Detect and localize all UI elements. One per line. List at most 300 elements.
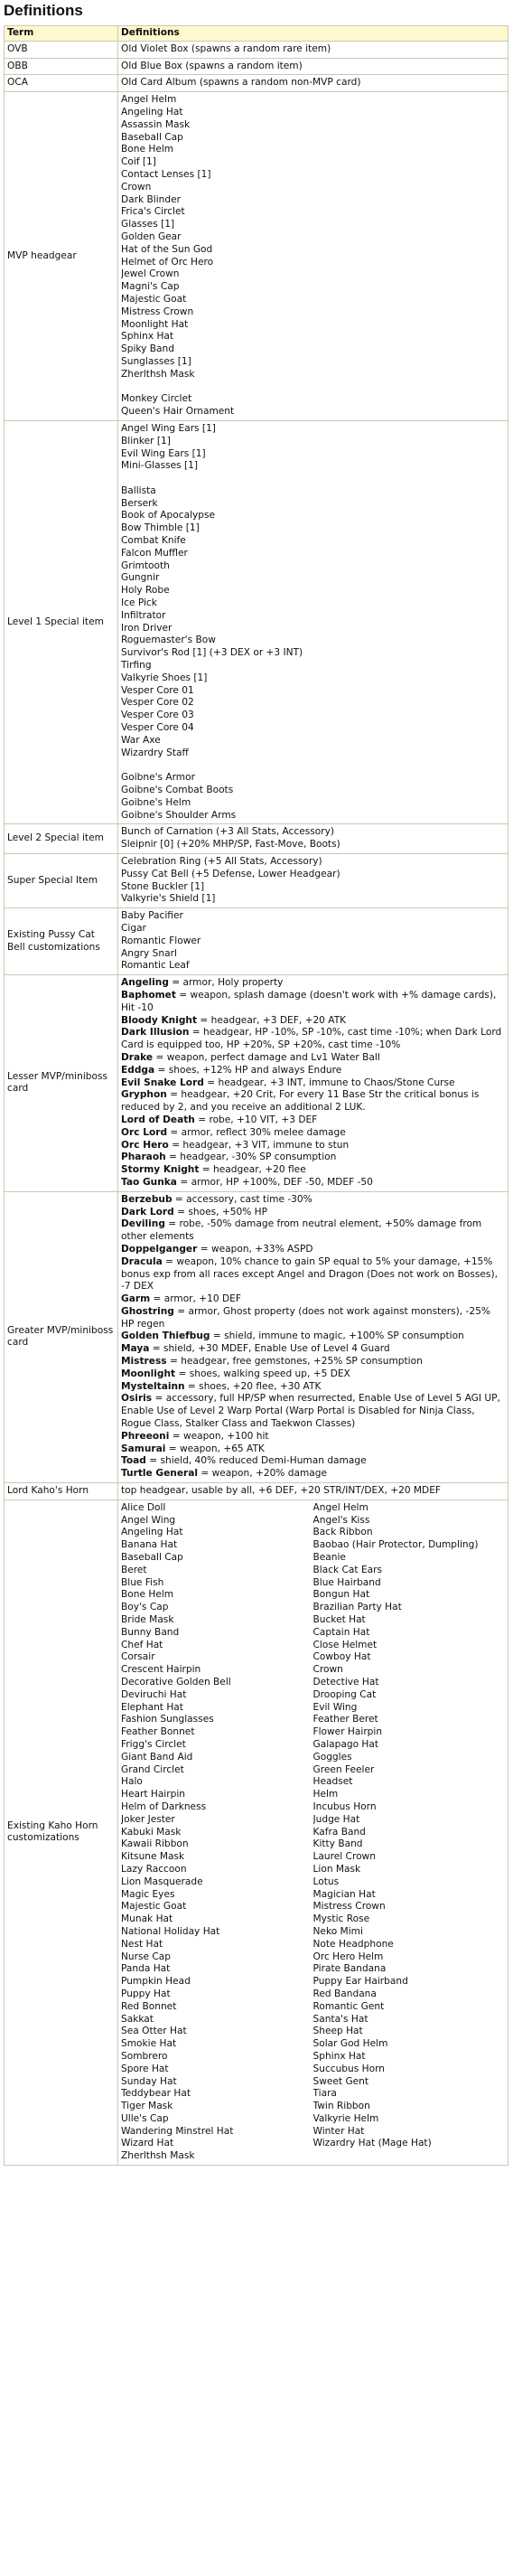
list-item: Nest Hat [121,1938,163,1950]
card-entry [121,1443,505,1456]
definition-cell [118,1191,508,1482]
list-item: Lotus [312,1876,340,1887]
card-entry [121,1027,505,1052]
card-entry [121,1293,505,1306]
term-cell: MVP headgear [5,92,118,421]
list-item: Lion Masquerade [121,1876,203,1887]
list-item: Crown [312,1664,343,1676]
list-item: Romantic Gent [312,2000,385,2012]
list-item: Panda Hat [121,1963,171,1975]
list-item: Roguemaster's Bow [121,635,216,646]
list-item: Succubus Horn [312,2063,385,2074]
card-entry [121,990,505,1015]
list-item: Munak Hat [121,1913,173,1925]
card-name: Turtle General [121,1468,199,1480]
list-item: Baseball Cap [121,1552,183,1564]
card-entry [121,1381,505,1394]
list-item: Sphinx Hat [121,331,174,343]
table-row [5,1483,508,1500]
card-name: Orc Hero [121,1139,169,1151]
list-column-right [313,1502,506,2163]
term-cell: Level 2 Special item [5,824,118,854]
list-item: Stone Buckler [1] [121,880,205,892]
list-item: Mystic Rose [312,1913,370,1925]
list-item: Cigar [121,922,146,934]
definition-cell [118,824,508,854]
list-item: War Axe [121,734,161,746]
table-row [5,824,508,854]
card-entry [121,1343,505,1356]
card-effect: = weapon, splash damage (doesn't work with +% damage cards), Hit -10 [121,989,497,1013]
list-item: Banana Hat [121,1539,178,1551]
card-name: Samurai [121,1443,166,1454]
term-cell: Level 1 Special item [5,420,118,824]
card-effect: = shield, +30 MDEF, Enable Use of Level 4 Guard [149,1343,390,1355]
list-item: Mistress Crown [121,306,194,317]
list-item: Orc Hero Helm [312,1951,384,1962]
two-column-list [121,1502,505,2163]
list-item: Vesper Core 01 [121,684,194,696]
list-column-left [121,1502,313,2163]
list-item: Smokie Hat [121,2038,177,2050]
card-name: Drake [121,1051,154,1063]
list-item: Back Ribbon [312,1527,373,1538]
term-cell: OCA [5,75,118,92]
card-entry [121,1127,505,1140]
card-name: Dark Lord [121,1206,174,1217]
card-name: Phreeoni [121,1430,170,1442]
list-item: Sheep Hat [312,2026,363,2037]
table-row [5,420,508,824]
list-item: Bongun Hat [312,1589,370,1601]
card-effect: = shoes, +12% HP and always Endure [154,1064,342,1076]
card-effect: = armor, Ghost property (does not work against monsters), -25% HP regen [121,1305,490,1330]
list-item: Brazilian Party Hat [312,1602,402,1613]
card-entry [121,1256,505,1293]
card-name: Dark Illusion [121,1027,190,1039]
list-item: Black Cat Ears [312,1564,382,1575]
list-item: Zherlthsh Mask [121,2150,195,2162]
list-item: Baseball Cap [121,131,183,143]
page-title: Definitions [4,2,83,19]
list-item: Incubus Horn [312,1800,377,1812]
card-effect: = robe, +10 VIT, +3 DEF [194,1114,318,1125]
list-item: Twin Ribbon [312,2101,370,2112]
list-item: Blue Hairband [312,1576,381,1588]
card-entry [121,1114,505,1127]
card-entry [121,1244,505,1256]
list-item: Angry Snarl [121,947,177,959]
list-item: Glasses [1] [121,219,175,230]
list-item: Goibne's Armor [121,772,195,784]
list-item: Sleipnir [0] (+20% MHP/SP, Fast-Move, Boots) [121,839,340,851]
header-row [5,26,508,42]
list-item: Detective Hat [312,1677,379,1688]
list-item: Magni's Cap [121,281,180,293]
list-item: Flower Hairpin [312,1726,383,1738]
list-item: Angel Wing [121,1514,176,1526]
list-item: Sombrero [121,2050,168,2062]
list-item: Beret [121,1564,147,1575]
card-entry [121,1177,505,1189]
card-name: Doppelganger [121,1243,198,1255]
list-item: Giant Band Aid [121,1751,193,1763]
card-entry [121,1052,505,1065]
card-effect: = armor, +10 DEF [150,1293,241,1305]
table-row [5,854,508,908]
list-item: Heart Hairpin [121,1789,185,1800]
card-name: Moonlight [121,1368,176,1379]
list-item: Celebration Ring (+5 All Stats, Accessory) [121,856,322,867]
card-name: Toad [121,1455,146,1467]
list-item: Ballista [121,484,156,496]
list-item: Blinker [1] [121,435,171,447]
list-item: Angel Helm [121,94,177,106]
card-entry [121,1152,505,1164]
card-name: Garm [121,1293,151,1305]
list-item: Frigg's Circlet [121,1738,186,1750]
list-item: Bunny Band [121,1626,180,1638]
card-effect: = armor, HP +100%, DEF -50, MDEF -50 [176,1176,373,1188]
definition-cell [118,854,508,908]
list-item: Neko Mimi [312,1925,363,1937]
list-item: Gungnir [121,572,160,584]
list-item: Bride Mask [121,1614,174,1626]
card-effect: = weapon, +20% damage [198,1468,328,1480]
card-name: Osiris [121,1393,153,1405]
list-item: Contact Lenses [1] [121,168,211,180]
definitions-table [4,25,508,2166]
definition-cell: Old Blue Box (spawns a random item) [118,58,508,75]
table-row [5,58,508,75]
list-item: Note Headphone [312,1938,394,1950]
list-item: Hat of the Sun God [121,243,213,255]
definition-cell: Old Card Album (spawns a random non-MVP card) [118,75,508,92]
card-entry [121,1455,505,1468]
card-entry [121,1065,505,1077]
list-item: Baby Pacifier [121,910,183,922]
card-name: Evil Snake Lord [121,1076,204,1088]
list-item: Goibne's Combat Boots [121,785,234,796]
list-item: Angel Helm [312,1501,368,1513]
list-spacer [121,381,505,394]
card-entry [121,1164,505,1177]
list-item: Kitty Band [312,1838,363,1850]
list-item: Majestic Goat [121,293,187,305]
card-effect: = shoes, walking speed up, +5 DEX [175,1368,350,1379]
term-cell: Existing Kaho Horn customizations [5,1500,118,2165]
list-item: Wandering Minstrel Hat [121,2125,234,2137]
list-item: Deviruchi Hat [121,1688,187,1700]
list-item: Angel's Kiss [312,1514,370,1526]
list-item: Mini-Glasses [1] [121,460,199,472]
card-effect: = armor, reflect 30% melee damage [167,1126,346,1138]
list-item: Kabuki Mask [121,1826,182,1838]
list-item: Angeling Hat [121,1527,183,1538]
list-item: Galapago Hat [312,1738,379,1750]
card-name: Berzebub [121,1193,173,1205]
term-cell: Super Special Item [5,854,118,908]
list-item: Queen's Hair Ornament [121,406,235,418]
list-item: Winter Hat [312,2125,365,2137]
list-item: Lazy Raccoon [121,1863,187,1875]
list-item: Laurel Crown [312,1851,376,1863]
list-item: Kawaii Ribbon [121,1838,189,1850]
table-row [5,908,508,975]
term-cell: Lesser MVP/miniboss card [5,975,118,1192]
card-entry [121,1368,505,1381]
list-item: National Holiday Hat [121,1925,220,1937]
definitions-header: Definitions [118,26,508,42]
card-effect: = headgear, +3 INT, immune to Chaos/Stone Curse [203,1076,455,1088]
list-item: Vesper Core 02 [121,697,194,709]
list-item: Judge Hat [312,1813,360,1825]
definition-cell: top headgear, usable by all, +6 DEF, +20 STR/INT/DEX, +20 MDEF [118,1483,508,1500]
list-item: Chef Hat [121,1639,163,1650]
list-item: Coif [1] [121,156,156,168]
list-item: Sakkat [121,2013,154,2025]
card-entry [121,977,505,990]
card-entry [121,1306,505,1331]
list-item: Puppy Hat [121,1988,171,1999]
list-item: Romantic Flower [121,935,201,946]
list-item: Evil Wing Ears [1] [121,447,206,459]
list-item: Jewel Crown [121,268,180,280]
list-item: Bow Thimble [1] [121,522,200,534]
list-item: Magician Hat [312,1888,376,1900]
list-item: Pussy Cat Bell (+5 Defense, Lower Headgear) [121,868,340,879]
card-name: Mistress [121,1356,167,1368]
list-item: Holy Robe [121,585,170,597]
list-item: Tirfing [121,660,152,672]
card-effect: = shield, 40% reduced Demi-Human damage [145,1455,367,1467]
list-item: Feather Bonnet [121,1726,195,1738]
list-item: Teddybear Hat [121,2088,191,2100]
card-entry [121,1330,505,1343]
list-item: Assassin Mask [121,118,191,130]
list-spacer [121,473,505,485]
list-item: Grimtooth [121,559,170,571]
card-name: Pharaoh [121,1152,166,1163]
card-effect: = weapon, 10% chance to gain SP equal to 5% your damage, +15% bonus exp from all races except Angel and Dragon (Does not work on Bosses), -7 DEX [121,1255,498,1293]
list-item: Sphinx Hat [312,2050,366,2062]
list-item: Corsair [121,1651,155,1663]
list-item: Iron Driver [121,622,173,634]
card-name: Orc Lord [121,1126,168,1138]
list-item: Frica's Circlet [121,206,185,218]
list-item: Book of Apocalypse [121,510,216,522]
list-item: Nurse Cap [121,1951,172,1962]
list-item: Spiky Band [121,343,174,355]
list-item: Red Bonnet [121,2000,177,2012]
card-entry [121,1015,505,1028]
list-item: Valkyrie Helm [312,2112,379,2124]
card-effect: = shoes, +50% HP [173,1206,267,1217]
list-item: Valkyrie's Shield [1] [121,893,216,905]
list-item: Joker Jester [121,1813,175,1825]
list-item: Majestic Goat [121,1901,187,1913]
list-item: Close Helmet [312,1639,378,1650]
list-item: Goibne's Helm [121,796,191,808]
list-item: Bone Helm [121,144,174,155]
card-effect: = weapon, perfect damage and Lv1 Water Ball [153,1051,380,1063]
list-item: Ulle's Cap [121,2112,169,2124]
list-item: Beanie [312,1552,346,1564]
list-item: Bone Helm [121,1589,174,1601]
card-entry [121,1194,505,1207]
definition-cell [118,908,508,975]
card-effect: = weapon, +100 hit [169,1430,269,1442]
card-entry [121,1089,505,1114]
list-item: Wizardry Hat (Mage Hat) [312,2138,432,2149]
card-name: Golden Thiefbug [121,1330,210,1342]
card-effect: = headgear, +20 flee [199,1164,306,1176]
card-name: Stormy Knight [121,1164,200,1176]
list-item: Pumpkin Head [121,1976,191,1988]
list-item: Elephant Hat [121,1701,183,1713]
list-item: Goggles [312,1751,352,1763]
card-effect: = weapon, +33% ASPD [197,1243,313,1255]
table-row [5,92,508,421]
list-item: Helm of Darkness [121,1800,207,1812]
list-item: Golden Gear [121,230,182,242]
term-cell: OBB [5,58,118,75]
term-cell: Greater MVP/miniboss card [5,1191,118,1482]
card-effect: = armor, Holy property [168,977,284,989]
list-item: Combat Knife [121,535,186,547]
card-effect: = robe, -50% damage from neutral element, +50% damage from other elements [121,1218,482,1243]
term-cell: Lord Kaho's Horn [5,1483,118,1500]
card-name: Baphomet [121,989,176,1001]
list-item: Wizard Hat [121,2138,174,2149]
list-item: Sea Otter Hat [121,2026,187,2037]
table-body [5,41,508,2165]
list-item: Headset [312,1776,353,1788]
card-effect: = weapon, +65 ATK [165,1443,265,1454]
table-row [5,41,508,58]
list-item: Baobao (Hair Protector, Dumpling) [312,1539,479,1551]
list-item: Sunday Hat [121,2075,177,2087]
card-name: Mysteltainn [121,1380,185,1392]
definition-cell [118,420,508,824]
list-item: Crescent Hairpin [121,1664,201,1676]
list-item: Green Feeler [312,1763,375,1775]
list-item: Angeling Hat [121,106,183,118]
definition-cell [118,1500,508,2165]
list-item: Puppy Ear Hairband [312,1976,408,1988]
list-item: Tiger Mask [121,2101,173,2112]
list-item: Helmet of Orc Hero [121,256,214,268]
list-item: Valkyrie Shoes [1] [121,672,208,683]
list-item: Tiara [312,2088,337,2100]
card-entry [121,1431,505,1443]
list-item: Sweet Gent [312,2075,369,2087]
list-item: Moonlight Hat [121,318,189,330]
card-name: Tao Gunka [121,1176,177,1188]
list-item: Helm [312,1789,339,1800]
list-item: Wizardry Staff [121,747,189,758]
card-name: Lord of Death [121,1114,195,1125]
card-effect: = shield, immune to magic, +100% SP consumption [210,1330,464,1342]
card-effect: = accessory, cast time -30% [172,1193,312,1205]
list-item: Crown [121,181,152,193]
list-item: Zherlthsh Mask [121,368,195,380]
card-entry [121,1356,505,1368]
definition-cell: Old Violet Box (spawns a random rare item) [118,41,508,58]
table-row [5,75,508,92]
list-item: Drooping Cat [312,1688,377,1700]
card-effect: = accessory, full HP/SP when resurrected, Enable Use of Level 5 AGI UP, Enable Use of Level 2 Warp Portal (Warp Portal is Disabled for Ninja Class, Rogue Class, Stalker Class and Taekwon Classes) [121,1393,500,1430]
list-item: Feather Beret [312,1714,378,1725]
list-item: Mistress Crown [312,1901,386,1913]
list-item: Kitsune Mask [121,1851,185,1863]
list-item: Solar God Helm [312,2038,388,2050]
card-effect: = headgear, HP -10%, SP -10%, cast time -10%; when Dark Lord Card is equipped too, HP +20%, SP +20%, cast time -10% [121,1027,502,1051]
term-cell: OVB [5,41,118,58]
list-item: Spore Hat [121,2063,169,2074]
list-item: Fashion Sunglasses [121,1714,214,1725]
list-item: Red Bandana [312,1988,377,1999]
card-name: Dracula [121,1255,163,1267]
table-row [5,1500,508,2165]
list-item: Alice Doll [121,1501,166,1513]
list-item: Grand Circlet [121,1763,184,1775]
list-item: Bucket Hat [312,1614,366,1626]
card-name: Eddga [121,1064,155,1076]
definition-cell [118,975,508,1192]
card-entry [121,1218,505,1244]
card-effect: = headgear, +3 VIT, immune to stun [168,1139,350,1151]
card-entry [121,1393,505,1430]
card-name: Ghostring [121,1305,174,1317]
list-item: Boy's Cap [121,1602,169,1613]
list-item: Infiltrator [121,609,166,621]
card-entry [121,1207,505,1219]
term-cell: Existing Pussy Cat Bell customizations [5,908,118,975]
list-item: Kafra Band [312,1826,366,1838]
table-row [5,975,508,1192]
list-item: Santa's Hat [312,2013,368,2025]
table-row [5,1191,508,1482]
list-item: Decorative Golden Bell [121,1677,231,1688]
list-item: Blue Fish [121,1576,164,1588]
list-item: Cowboy Hat [312,1651,371,1663]
list-item: Ice Pick [121,597,157,609]
list-item: Halo [121,1776,143,1788]
list-item: Magic Eyes [121,1888,175,1900]
list-item: Vesper Core 03 [121,710,194,721]
card-entry [121,1140,505,1152]
card-effect: = headgear, +20 Crit, For every 11 Base Str the critical bonus is reduced by 2, and you receive an additional 2 LUK. [121,1089,480,1114]
list-item: Falcon Muffler [121,547,188,559]
list-item: Berserk [121,497,158,509]
list-item: Vesper Core 04 [121,722,194,734]
term-header: Term [5,26,118,42]
list-item: Pirate Bandana [312,1963,387,1975]
definition-cell [118,92,508,421]
list-item: Monkey Circlet [121,393,192,405]
card-name: Deviling [121,1218,165,1230]
card-name: Maya [121,1343,150,1355]
list-item: Romantic Leaf [121,960,190,972]
list-item: Angel Wing Ears [1] [121,422,216,434]
list-item: Dark Blinder [121,193,181,205]
list-item: Survivor's Rod [1] (+3 DEX or +3 INT) [121,647,303,659]
list-item: Goibne's Shoulder Arms [121,809,237,821]
card-name: Gryphon [121,1089,167,1101]
card-name: Bloody Knight [121,1014,198,1026]
list-spacer [121,759,505,772]
